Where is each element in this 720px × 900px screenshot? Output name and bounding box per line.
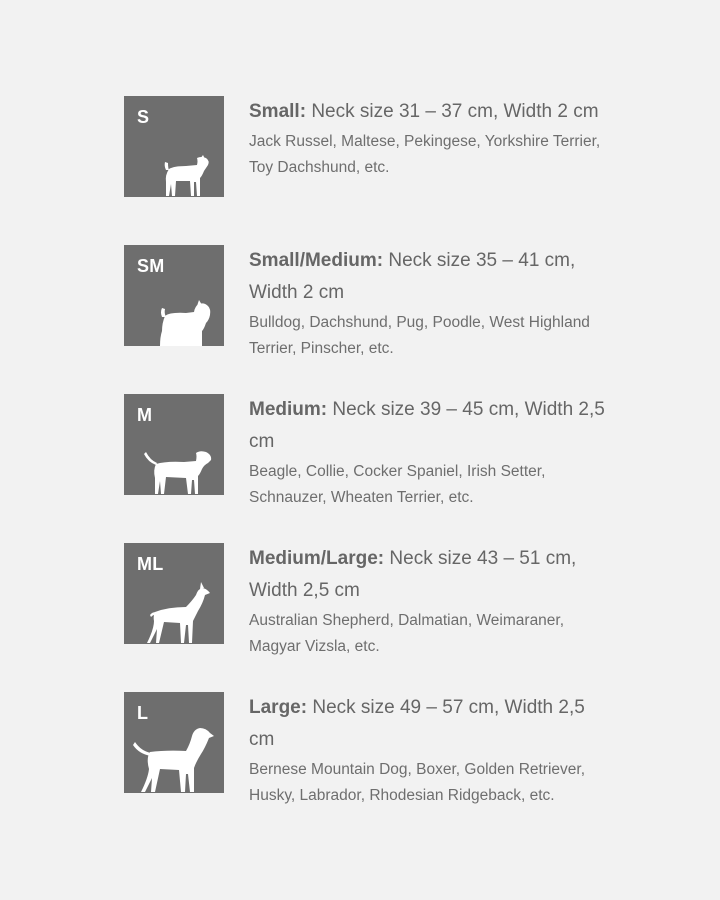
size-tile-m [124,394,224,495]
size-tile-s [124,96,224,197]
size-tile-l [124,692,224,793]
size-row-l [124,692,624,841]
size-description [249,394,611,511]
breed-list: Australian Shepherd, Dalmatian, Weimaraner, Magyar Vizsla, etc. [249,612,565,655]
size-row-s [124,96,624,245]
size-description [249,543,611,660]
size-name: Large: [249,697,308,718]
size-spec: Neck size 31 – 37 cm, Width 2 cm [311,101,599,122]
breed-list: Jack Russel, Maltese, Pekingese, Yorkshire Terrier, Toy Dachshund, etc. [249,133,601,176]
small-dog-icon [124,96,224,197]
size-description [249,245,611,362]
size-name: Small/Medium: [249,250,384,271]
size-code: SM [137,256,165,276]
size-guide-list [124,96,624,841]
size-name: Medium/Large: [249,548,385,569]
size-spec: Neck size 49 – 57 cm, Width 2,5 cm [249,697,585,750]
size-name: Medium: [249,399,328,420]
size-name: Small: [249,101,307,122]
size-code: S [137,107,150,127]
breed-list: Bulldog, Dachshund, Pug, Poodle, West Highland Terrier, Pinscher, etc. [249,314,590,357]
beagle-dog-icon [124,394,224,495]
retriever-dog-icon [124,692,224,793]
doberman-dog-icon [124,543,224,644]
size-description [249,96,611,181]
breed-list: Beagle, Collie, Cocker Spaniel, Irish Setter, Schnauzer, Wheaten Terrier, etc. [249,463,546,506]
size-spec: Neck size 43 – 51 cm, Width 2,5 cm [249,548,577,601]
size-tile-ml [124,543,224,644]
size-row-ml [124,543,624,692]
breed-list: Bernese Mountain Dog, Boxer, Golden Retriever, Husky, Labrador, Rhodesian Ridgeback, etc. [249,761,586,804]
size-spec: Neck size 35 – 41 cm, Width 2 cm [249,250,576,303]
size-code: L [137,703,149,723]
size-tile-sm [124,245,224,346]
size-code: M [137,405,153,425]
size-description [249,692,611,809]
size-spec: Neck size 39 – 45 cm, Width 2,5 cm [249,399,605,452]
size-code: ML [137,554,164,574]
size-row-sm [124,245,624,394]
terrier-dog-icon [124,245,224,346]
size-row-m [124,394,624,543]
